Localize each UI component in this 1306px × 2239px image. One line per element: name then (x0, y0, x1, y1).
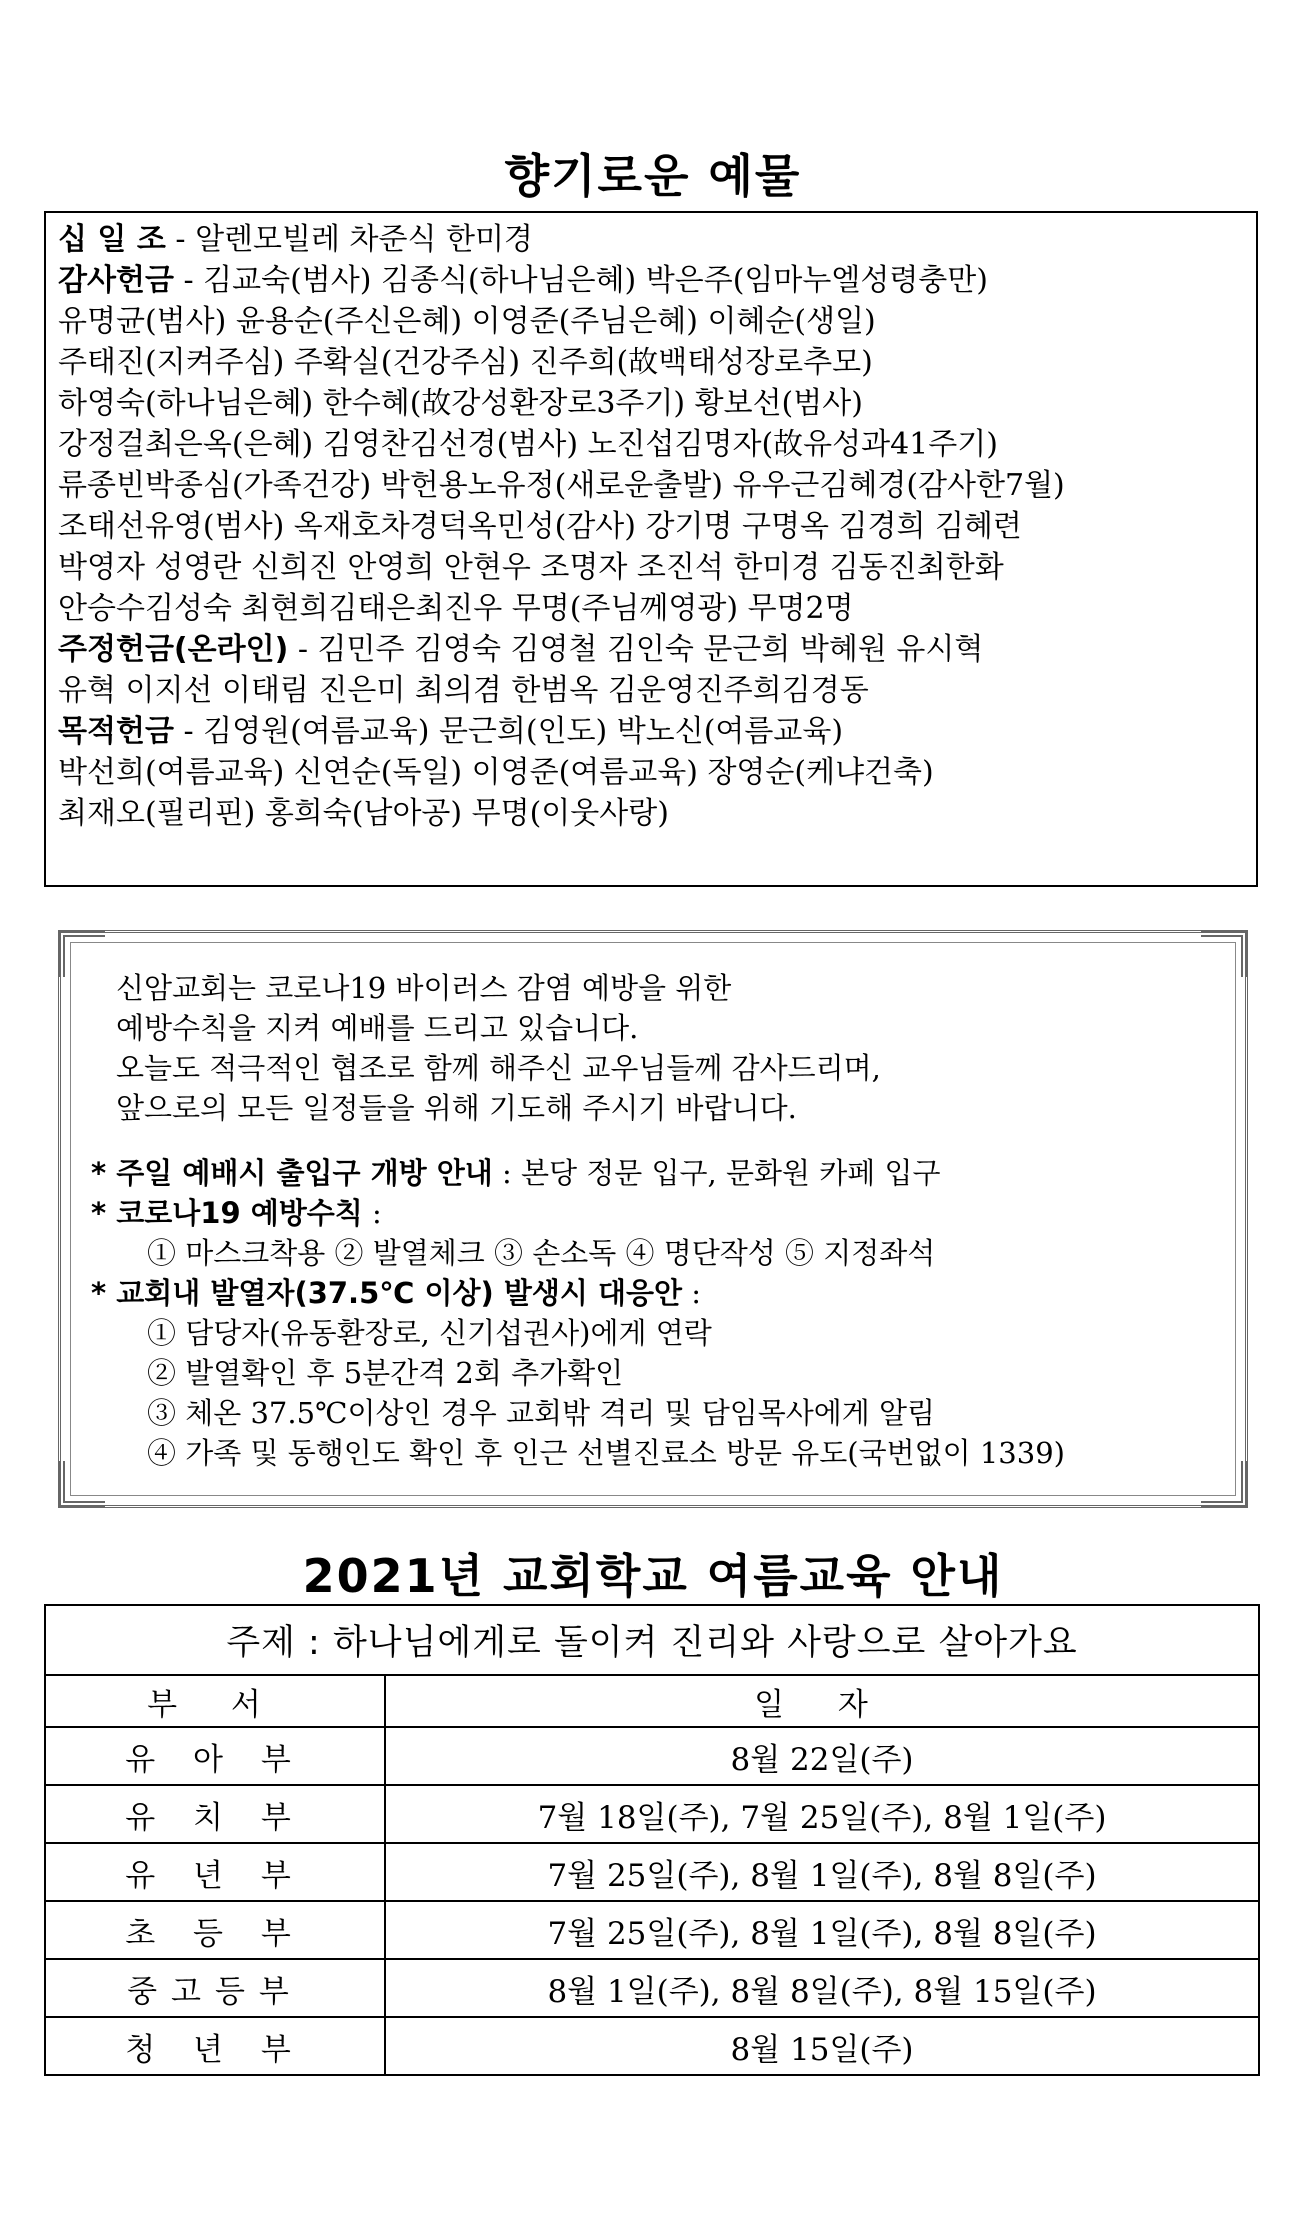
offering-names: 김영원(여름교육) 문근희(인도) 박노신(여름교육) (203, 714, 844, 749)
offering-names: 조태선유영(범사) 옥재호차경덕옥민성(감사) 강기명 구명옥 김경희 김혜련 (58, 509, 1022, 544)
offering-line: 십 일 조 - 알렌모빌레 차준식 한미경 (58, 222, 533, 257)
fever-step: ③ 체온 37.5℃이상인 경우 교회밖 격리 및 담임목사에게 알림 (147, 1396, 936, 1430)
fever-step: ④ 가족 및 동행인도 확인 후 인근 선별진료소 방문 유도(국번없이 1339) (147, 1436, 1065, 1470)
table-row (45, 1843, 1259, 1901)
offering-names: 최재오(필리핀) 홍희숙(남아공) 무명(이웃사랑) (58, 796, 669, 831)
dept-cell: 유 치 부 (45, 1785, 385, 1843)
offering-names: 주태진(지켜주심) 주확실(건강주심) 진주희(故백태성장로추모) (58, 345, 873, 380)
offering-line: 목적헌금 - 김영원(여름교육) 문근희(인도) 박노신(여름교육) (58, 714, 844, 749)
corner-ornament (1201, 1461, 1248, 1508)
table-row (45, 2017, 1259, 2075)
theme-text: 주제 : 하나님에게로 돌이켜 진리와 사랑으로 살아가요 (45, 1605, 1259, 1675)
offering-category: 십 일 조 (58, 222, 166, 257)
fever-step: ① 담당자(유동환장로, 신기섭권사)에게 연락 (147, 1316, 712, 1350)
offering-box (44, 211, 1258, 887)
corner-ornament (1201, 930, 1248, 977)
table-header (45, 1675, 1259, 1727)
table-row (45, 1727, 1259, 1785)
offering-category: 감사헌금 (58, 263, 174, 298)
date-cell: 7월 25일(주), 8월 1일(주), 8월 8일(주) (385, 1843, 1259, 1901)
school-title: 2021년 교회학교 여름교육 안내 (302, 1549, 1004, 1603)
offering-line: 감사헌금 - 김교숙(범사) 김종식(하나님은혜) 박은주(임마누엘성령충만) (58, 263, 988, 298)
offering-names: 유명균(범사) 윤용순(주신은혜) 이영준(주님은혜) 이혜순(생일) (58, 304, 876, 339)
fever-response-heading: * 교회내 발열자(37.5℃ 이상) 발생시 대응안 : (91, 1276, 702, 1310)
notice-paragraph: 신암교회는 코로나19 바이러스 감염 예방을 위한 예방수칙을 지켜 예배를 드리고 있습니다. 오늘도 적극적인 협조로 함께 해주신 교우님들께 감사드리며, 앞으로의 모든 일정들을 위해 기도해 주시기 바랍니다. (116, 971, 881, 1125)
offering-category: 주정헌금(온라인) (58, 632, 289, 667)
offering-names: 알렌모빌레 차준식 한미경 (195, 222, 533, 257)
prevention-rules-heading: * 코로나19 예방수칙 : (91, 1196, 382, 1230)
notice-guidelines (91, 1153, 1065, 1473)
dept-cell: 유 년 부 (45, 1843, 385, 1901)
date-cell: 8월 22일(주) (385, 1727, 1259, 1785)
offering-names: 유혁 이지선 이태림 진은미 최의겸 한범옥 김운영진주희김경동 (58, 673, 869, 708)
date-cell: 7월 18일(주), 7월 25일(주), 8월 1일(주) (385, 1785, 1259, 1843)
offering-names: 강정걸최은옥(은혜) 김영찬김선경(범사) 노진섭김명자(故유성과41주기) (58, 427, 998, 462)
offering-names: 안승수김성숙 최현희김태은최진우 무명(주님께영광) 무명2명 (58, 591, 854, 626)
date-cell: 8월 1일(주), 8월 8일(주), 8월 15일(주) (385, 1959, 1259, 2017)
entrance-info: * 주일 예배시 출입구 개방 안내 : 본당 정문 입구, 문화원 카페 입구 (91, 1156, 941, 1190)
offering-names: 박선희(여름교육) 신연순(독일) 이영준(여름교육) 장영순(케냐건축) (58, 755, 934, 790)
dept-cell: 초 등 부 (45, 1901, 385, 1959)
offering-line: 주정헌금(온라인) - 김민주 김영숙 김영철 김인숙 문근희 박혜원 유시혁 (58, 632, 984, 667)
summer-school-table (44, 1604, 1260, 2076)
dept-cell: 유 아 부 (45, 1727, 385, 1785)
theme-row (45, 1605, 1259, 1675)
col-dept-header: 부 서 (45, 1675, 385, 1727)
offering-names: 류종빈박종심(가족건강) 박헌용노유정(새로운출발) 유우근김혜경(감사한7월) (58, 468, 1065, 503)
offering-names: 하영숙(하나님은혜) 한수혜(故강성환장로3주기) 황보선(범사) (58, 386, 863, 421)
offering-names: 박영자 성영란 신희진 안영희 안현우 조명자 조진석 한미경 김동진최한화 (58, 550, 1004, 585)
corner-ornament (58, 930, 105, 977)
date-cell: 8월 15일(주) (385, 2017, 1259, 2075)
offering-category: 목적헌금 (58, 714, 174, 749)
fever-step: ② 발열확인 후 5분간격 2회 추가확인 (147, 1356, 624, 1390)
offering-title: 향기로운 예물 (504, 149, 802, 203)
dept-cell: 중고등부 (45, 1959, 385, 2017)
covid-notice-box (58, 930, 1248, 1508)
offering-names: 김민주 김영숙 김영철 김인숙 문근희 박혜원 유시혁 (317, 632, 984, 667)
offering-names: 김교숙(범사) 김종식(하나님은혜) 박은주(임마누엘성령충만) (203, 263, 988, 298)
table-row (45, 1785, 1259, 1843)
dept-cell: 청 년 부 (45, 2017, 385, 2075)
table-row (45, 1901, 1259, 1959)
prevention-rules: ① 마스크착용 ② 발열체크 ③ 손소독 ④ 명단작성 ⑤ 지정좌석 (147, 1236, 936, 1270)
date-cell: 7월 25일(주), 8월 1일(주), 8월 8일(주) (385, 1901, 1259, 1959)
col-date-header: 일 자 (385, 1675, 1259, 1727)
table-row (45, 1959, 1259, 2017)
